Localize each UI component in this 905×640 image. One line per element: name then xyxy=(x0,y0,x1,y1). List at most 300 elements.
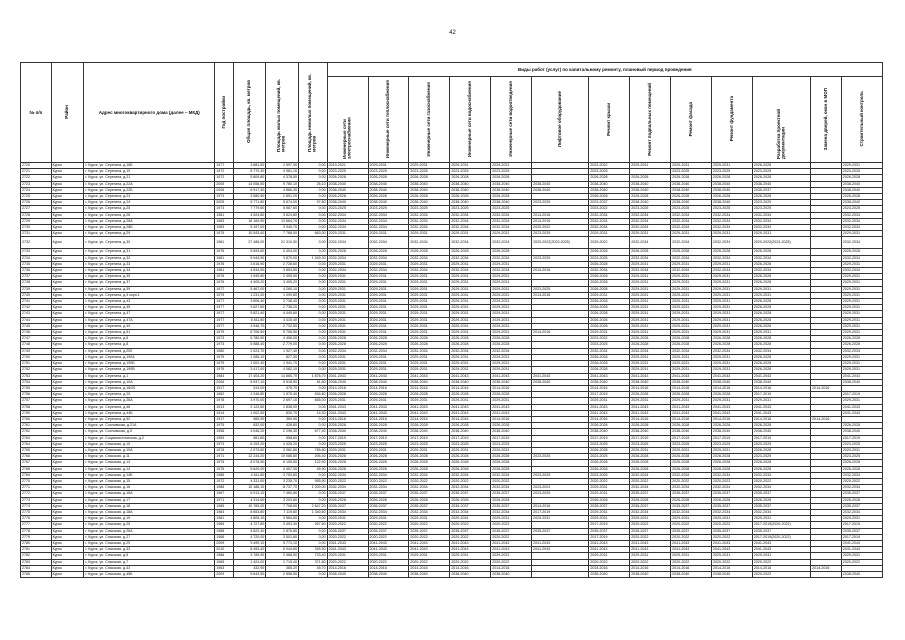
cell-work-period: 2029-2031 xyxy=(630,354,671,360)
col-header-work: Ремонт крыши xyxy=(589,77,630,163)
cell-work-period: 2029-2031 xyxy=(327,354,368,360)
cell-work-period: 2023-2025 xyxy=(409,441,450,447)
cell-total-area: 5 643,50 xyxy=(233,572,266,578)
cell-work-period: 2026-2028 xyxy=(671,249,712,255)
cell-total-area: 14 056,50 xyxy=(233,181,266,187)
cell-work-period: 2029-2031 xyxy=(589,516,630,522)
cell-year: 1972 xyxy=(215,169,233,175)
cell-address: г. Курск, ул. Спасская, д.18А xyxy=(84,509,215,515)
cell-work-period: 2023-2025 xyxy=(671,441,712,447)
col-header-work: Замена дверей, окон в МОП xyxy=(811,77,842,163)
cell-living-area: 2 732,50 xyxy=(266,323,299,329)
cell-work-period: 2023-2025 xyxy=(589,441,630,447)
cell-work-period: 2032-2034 xyxy=(752,485,810,491)
cell-year: 1979 xyxy=(215,367,233,373)
cell-work-period: 2038-2040 xyxy=(450,187,491,193)
cell-work-period: 2041-2043 xyxy=(630,547,671,553)
col-header-work: Ремонт фундамента xyxy=(712,77,753,163)
cell-work-period: 2041-2043 xyxy=(752,410,810,416)
cell-living-area: 2 728,60 xyxy=(266,261,299,267)
cell-total-area: 4 611,80 xyxy=(233,472,266,478)
cell-district: Курск xyxy=(51,373,84,379)
cell-work-period: 2026-2028 xyxy=(841,466,882,472)
cell-work-period: 2029-2031 xyxy=(671,292,712,298)
cell-address: г. Курск, ул. Серегина, д.24 xyxy=(84,200,215,206)
cell-work-period: 2029-2031 xyxy=(327,398,368,404)
cell-work-period: 2014-2016 xyxy=(752,385,810,391)
cell-no: 2727 xyxy=(21,206,52,212)
cell-living-area: 4 449,60 xyxy=(266,311,299,317)
cell-no: 2774 xyxy=(21,503,52,509)
cell-work-period: 2029-2031 xyxy=(712,311,753,317)
cell-total-area: 4 314,60 xyxy=(233,497,266,503)
cell-work-period: 2020-2022 xyxy=(712,522,753,528)
cell-no: 2776 xyxy=(21,516,52,522)
cell-address: г. Курск, ул. Сосновская, д.5 xyxy=(84,429,215,435)
cell-work-period: 2038-2040 xyxy=(450,572,491,578)
cell-year: 1981 xyxy=(215,212,233,218)
cell-work-period: 2032-2034 xyxy=(409,509,450,515)
cell-work-period: 2038-2040 xyxy=(327,200,368,206)
cell-work-period: 2014-2016 xyxy=(532,212,589,218)
cell-work-period: 2038-2040 xyxy=(589,429,630,435)
cell-work-period: 2023-2025 xyxy=(630,206,671,212)
cell-work-period: 2029-2031 xyxy=(712,330,753,336)
cell-nonliving-area: 0,00 xyxy=(299,268,328,274)
cell-address: г. Курск, ул. Серегина, д.29 xyxy=(84,231,215,237)
cell-district: Курск xyxy=(51,292,84,298)
cell-work-period: 2038-2040 xyxy=(409,187,450,193)
cell-work-period: 2020-2022 xyxy=(450,478,491,484)
cell-work-period: 2032-2034 xyxy=(491,225,532,231)
cell-address: г. Курск, ул. Серегина, д.23 xyxy=(84,194,215,200)
cell-year: 1962 xyxy=(215,392,233,398)
cell-living-area: 4 378,50 xyxy=(266,175,299,181)
cell-work-period: 2029-2031 xyxy=(630,311,671,317)
cell-nonliving-area: 785,80 xyxy=(299,447,328,453)
cell-nonliving-area: 0,00 xyxy=(299,367,328,373)
cell-district: Курск xyxy=(51,392,84,398)
cell-work-period: 2029-2031 xyxy=(841,398,882,404)
cell-no: 2723 xyxy=(21,181,52,187)
cell-living-area: 4 260,10 xyxy=(266,286,299,292)
cell-total-area: 10 543,40 xyxy=(233,231,266,237)
cell-living-area: 5 706,50 xyxy=(266,330,299,336)
cell-year: 1973 xyxy=(215,342,233,348)
cell-work-period: 2029-2031 xyxy=(491,163,532,169)
cell-nonliving-area: 0,00 xyxy=(299,385,328,391)
cell-nonliving-area: 0,00 xyxy=(299,261,328,267)
cell-work-period: 2026-2028 xyxy=(589,311,630,317)
cell-work-period: 2023-2022 xyxy=(589,206,630,212)
cell-work-period: 2041-2043 xyxy=(589,547,630,553)
cell-work-period: 2023-2025 xyxy=(491,169,532,175)
cell-work-period: 2026-2028 xyxy=(752,367,810,373)
cell-no: 2725 xyxy=(21,194,52,200)
cell-work-period: 2026-2028 xyxy=(841,336,882,342)
cell-total-area: 16 184,90 xyxy=(233,218,266,224)
cell-work-period: 2029-2031 xyxy=(630,398,671,404)
cell-no: 2740 xyxy=(21,292,52,298)
cell-work-period: 2020-2022 xyxy=(491,534,532,540)
cell-work-period: 2014-2016 xyxy=(589,385,630,391)
cell-work-period xyxy=(811,237,842,249)
capital-repair-table xyxy=(20,62,883,578)
cell-year: 1979 xyxy=(215,361,233,367)
cell-address: г. Курск, ул. Серегина, д.28А xyxy=(84,218,215,224)
cell-work-period: 2026-2028 xyxy=(589,249,630,255)
cell-work-period: 2029-2031 xyxy=(368,292,409,298)
cell-work-period: 2026-2028 xyxy=(630,466,671,472)
cell-living-area: 8 737,70 xyxy=(266,485,299,491)
cell-work-period: 2014-2016 xyxy=(450,416,491,422)
cell-nonliving-area: 0,00 xyxy=(299,472,328,478)
cell-work-period: 2026-2028 xyxy=(671,194,712,200)
cell-no: 2737 xyxy=(21,274,52,280)
cell-work-period: 2029-2031 xyxy=(409,292,450,298)
cell-work-period: 2026-2028 xyxy=(450,460,491,466)
cell-work-period: 2029-2031 xyxy=(368,163,409,169)
cell-work-period: 2032-2034 xyxy=(409,225,450,231)
cell-work-period: 2038-2040 xyxy=(409,379,450,385)
cell-work-period: 2029-2031 xyxy=(589,485,630,491)
cell-work-period: 2029-2031 xyxy=(491,361,532,367)
col-header-year: Год постройки xyxy=(215,63,233,163)
cell-no: 2721 xyxy=(21,169,52,175)
cell-work-period: 2032-2034 xyxy=(752,509,810,515)
cell-work-period: 2023-2025 xyxy=(532,491,589,497)
cell-work-period: 2023-2025 xyxy=(752,169,810,175)
cell-work-period: 2029-2031 xyxy=(409,354,450,360)
cell-work-period: 2029-2031 xyxy=(671,305,712,311)
table-row xyxy=(21,572,883,578)
cell-work-period: 2038-2040 xyxy=(327,429,368,435)
cell-work-period: 2029-2031 xyxy=(491,311,532,317)
cell-work-period: 2026-2028 xyxy=(368,336,409,342)
cell-total-area: 5 620,00 xyxy=(233,466,266,472)
cell-work-period: 2038-2040 xyxy=(368,379,409,385)
cell-work-period: 2029-2031 xyxy=(671,398,712,404)
cell-address: г. Курск, ул. Серегина, д.30 xyxy=(84,237,215,249)
cell-work-period: 2020-2022 xyxy=(368,559,409,565)
cell-work-period: 2032-2034 xyxy=(409,255,450,261)
cell-work-period: 2026-2028 xyxy=(671,466,712,472)
cell-work-period: 2014-2016 xyxy=(327,385,368,391)
cell-work-period: 2041-2043 xyxy=(368,373,409,379)
cell-no: 2760 xyxy=(21,416,52,422)
cell-total-area: 4 805,10 xyxy=(233,516,266,522)
cell-living-area: 369,90 xyxy=(266,416,299,422)
cell-work-period: 2026-2028 xyxy=(409,497,450,503)
cell-total-area: 3 627,60 xyxy=(233,305,266,311)
cell-work-period: 2026-2028 xyxy=(450,194,491,200)
cell-work-period: 2029-2031 xyxy=(409,317,450,323)
cell-work-period: 2032-2034 xyxy=(630,509,671,515)
cell-work-period: 2038-2040 xyxy=(589,572,630,578)
cell-address: г. Курск, ул. Серегина, д.47 xyxy=(84,311,215,317)
cell-district: Курск xyxy=(51,404,84,410)
cell-district: Курск xyxy=(51,354,84,360)
cell-district: Курск xyxy=(51,225,84,231)
cell-total-area: 851,80 xyxy=(233,435,266,441)
cell-living-area: 2 597,30 xyxy=(266,163,299,169)
cell-work-period: 2029-2031 xyxy=(368,516,409,522)
cell-work-period: 2026-2028 xyxy=(409,194,450,200)
cell-district: Курск xyxy=(51,385,84,391)
cell-work-period: 2020-2022 xyxy=(532,225,589,231)
cell-year: 1973 xyxy=(215,336,233,342)
cell-address: г. Курск, ул. Серегина, д.45 xyxy=(84,305,215,311)
cell-work-period: 2038-2040 xyxy=(409,200,450,206)
cell-work-period: 2026-2028 xyxy=(671,454,712,460)
cell-work-period: 2014-2016 xyxy=(368,565,409,571)
cell-nonliving-area: 1 878,70 xyxy=(299,373,328,379)
cell-district: Курск xyxy=(51,305,84,311)
cell-work-period: 2041-2043 xyxy=(752,540,810,546)
cell-work-period: 2026-2028 xyxy=(752,194,810,200)
cell-work-period: 2026-2028 xyxy=(671,497,712,503)
cell-work-period: 2032-2034 xyxy=(752,218,810,224)
cell-work-period: 2032-2034 xyxy=(327,212,368,218)
cell-work-period: 2014-2016 xyxy=(368,385,409,391)
cell-work-period: 2029-2031 xyxy=(409,280,450,286)
cell-work-period: 2035-2037 xyxy=(671,503,712,509)
cell-no: 2765 xyxy=(21,447,52,453)
cell-work-period: 2032-2034 xyxy=(368,212,409,218)
cell-work-period: 2041-2043 xyxy=(491,540,532,546)
cell-nonliving-area: 267,60 xyxy=(299,522,328,528)
cell-nonliving-area: 0,00 xyxy=(299,423,328,429)
cell-work-period: 2035-2037 xyxy=(450,503,491,509)
cell-work-period: 2023-2025 xyxy=(841,169,882,175)
cell-work-period: 2041-2043 xyxy=(327,540,368,546)
cell-work-period: 2038-2040 xyxy=(491,429,532,435)
cell-work-period: 2032-2034 xyxy=(368,472,409,478)
cell-work-period: 2026-2028 xyxy=(841,249,882,255)
cell-address: г. Курск, ул. Спасская, д.18 xyxy=(84,503,215,509)
cell-work-period: 2023-2025 xyxy=(630,441,671,447)
cell-no: 2720 xyxy=(21,163,52,169)
cell-work-period: 2029-2031 xyxy=(450,299,491,305)
cell-work-period: 2023-2025 xyxy=(450,206,491,212)
cell-work-period: 2035-2037 xyxy=(409,503,450,509)
cell-work-period: 2029-2031 xyxy=(589,553,630,559)
cell-work-period: 2026-2028 xyxy=(671,460,712,466)
cell-work-period: 2035-2037 xyxy=(368,528,409,534)
cell-no: 2781 xyxy=(21,547,52,553)
cell-year: 1973 xyxy=(215,206,233,212)
cell-total-area: 1 424,00 xyxy=(233,559,266,565)
cell-no: 2729 xyxy=(21,218,52,224)
cell-address: г. Курск, ул. Спасская, д.26А xyxy=(84,528,215,534)
cell-work-period: 2029-2031 xyxy=(712,292,753,298)
cell-work-period: 2020-2022 xyxy=(630,559,671,565)
cell-work-period: 2017-2019 xyxy=(589,392,630,398)
cell-work-period: 2029-2031 xyxy=(752,286,810,292)
cell-no: 2730 xyxy=(21,225,52,231)
cell-year: 1977 xyxy=(215,317,233,323)
cell-work-period: 2026-2028 xyxy=(671,342,712,348)
cell-work-period: 2032-2034 xyxy=(671,348,712,354)
cell-work-period: 2041-2043 xyxy=(712,404,753,410)
cell-work-period: 2032-2034 xyxy=(841,212,882,218)
cell-living-area: 9 780,10 xyxy=(266,181,299,187)
cell-work-period: 2035-2037 xyxy=(630,528,671,534)
cell-work-period: 2029-2031 xyxy=(409,286,450,292)
cell-work-period: 2029-2031 xyxy=(841,231,882,237)
cell-no: 2738 xyxy=(21,280,52,286)
cell-district: Курск xyxy=(51,348,84,354)
cell-work-period: 2023-2025 xyxy=(450,169,491,175)
cell-living-area: 1 927,40 xyxy=(266,348,299,354)
cell-work-period: 2029-2031 xyxy=(630,367,671,373)
cell-work-period: 2029-2031 xyxy=(491,367,532,373)
cell-work-period: 2032-2034 xyxy=(327,225,368,231)
cell-address: г. Курск, ул. Серегина, д.18/20 xyxy=(84,385,215,391)
cell-work-period: 2014-2016 xyxy=(409,416,450,422)
cell-work-period: 2020-2022 xyxy=(841,478,882,484)
cell-nonliving-area: 1 349,30 xyxy=(299,255,328,261)
cell-work-period: 2020-2022 xyxy=(368,478,409,484)
cell-work-period: 2026-2028 xyxy=(327,466,368,472)
cell-work-period: 2035-2037 xyxy=(368,491,409,497)
cell-work-period: 2026-2028 xyxy=(752,497,810,503)
cell-work-period: 2023-2025 xyxy=(532,286,589,292)
cell-district: Курск xyxy=(51,317,84,323)
cell-work-period: 2035-2037 xyxy=(712,491,753,497)
cell-nonliving-area: 122,90 xyxy=(299,460,328,466)
cell-work-period: 2023-2025 xyxy=(752,454,810,460)
cell-work-period: 2029-2031 xyxy=(630,280,671,286)
cell-work-period: 2026-2028 xyxy=(409,466,450,472)
cell-nonliving-area: 0,00 xyxy=(299,404,328,410)
cell-district: Курск xyxy=(51,454,84,460)
cell-work-period: 2032-2034 xyxy=(409,218,450,224)
cell-work-period: 2029-2031 xyxy=(671,311,712,317)
cell-work-period: 2029-2031 xyxy=(630,274,671,280)
cell-work-period: 2038-2040 xyxy=(589,187,630,193)
cell-work-period: 2038-2040 xyxy=(368,572,409,578)
cell-work-period: 2029-2031 xyxy=(671,317,712,323)
cell-nonliving-area: 0,00 xyxy=(299,212,328,218)
cell-total-area: 6 153,20 xyxy=(233,441,266,447)
cell-work-period: 2035-2037 xyxy=(589,528,630,534)
cell-nonliving-area: 1 200,00 xyxy=(299,485,328,491)
cell-work-period: 2020-2022 xyxy=(409,559,450,565)
cell-work-period: 2038-2040 xyxy=(630,181,671,187)
cell-total-area: 4 622,40 xyxy=(233,528,266,534)
cell-work-period: 2026-2028 xyxy=(630,194,671,200)
cell-district: Курск xyxy=(51,268,84,274)
cell-work-period: 2026-2028 xyxy=(752,305,810,311)
cell-total-area: 27 486,00 xyxy=(233,237,266,249)
cell-work-period: 2038-2040 xyxy=(712,181,753,187)
cell-work-period: 2019-2021 xyxy=(327,163,368,169)
cell-work-period: 2026-2028 xyxy=(327,342,368,348)
cell-work-period: 2041-2043 xyxy=(409,373,450,379)
cell-district: Курск xyxy=(51,429,84,435)
cell-no: 2749 xyxy=(21,348,52,354)
cell-work-period: 2026-2028 xyxy=(491,392,532,398)
cell-work-period: 2032-2034 xyxy=(671,268,712,274)
cell-work-period: 2038-2040 xyxy=(532,181,589,187)
cell-work-period: 2023-2025 xyxy=(532,255,589,261)
cell-work-period: 2035-2037 xyxy=(752,528,810,534)
cell-total-area: 5 821,40 xyxy=(233,311,266,317)
cell-total-area: 3 970,00 xyxy=(233,398,266,404)
cell-work-period: 2041-2043 xyxy=(752,404,810,410)
cell-work-period: 2032-2034 xyxy=(841,237,882,249)
cell-address: г. Курск, ул. Спасская, д.11 xyxy=(84,454,215,460)
cell-work-period: 2032-2034 xyxy=(712,255,753,261)
cell-work-period: 2020-2022 xyxy=(368,522,409,528)
cell-address: г. Курск, ул. Серегина, д.31 xyxy=(84,249,215,255)
cell-work-period: 2017-2019 xyxy=(712,435,753,441)
cell-work-period: 2026-2028 xyxy=(841,175,882,181)
cell-work-period: 2026-2028 xyxy=(589,423,630,429)
cell-year: 1975 xyxy=(215,466,233,472)
cell-no: 2762 xyxy=(21,429,52,435)
cell-work-period: 2029-2031 xyxy=(491,553,532,559)
cell-work-period: 2032-2034 xyxy=(327,485,368,491)
cell-work-period: 2032-2034 xyxy=(630,225,671,231)
cell-work-period: 2026-2028 xyxy=(368,175,409,181)
cell-address: г. Курск, ул. Серегина, д.52 xyxy=(84,416,215,422)
cell-nonliving-area: 0,00 xyxy=(299,361,328,367)
cell-no: 2728 xyxy=(21,212,52,218)
cell-year: 1977 xyxy=(215,323,233,329)
cell-work-period: 2032-2034 xyxy=(491,212,532,218)
cell-no: 2761 xyxy=(21,423,52,429)
cell-work-period: 2041-2043 xyxy=(368,410,409,416)
cell-living-area: 7 119,60 xyxy=(266,509,299,515)
cell-district: Курск xyxy=(51,547,84,553)
cell-living-area: 4 457,30 xyxy=(266,466,299,472)
cell-work-period: 2029-2031 xyxy=(712,367,753,373)
cell-work-period: 2029-2031 xyxy=(409,305,450,311)
cell-work-period: 2041-2043 xyxy=(450,540,491,546)
cell-nonliving-area: 0,00 xyxy=(299,311,328,317)
cell-work-period: 2029-2031 xyxy=(712,447,753,453)
cell-work-period: 2029-2031 xyxy=(409,163,450,169)
cell-work-period: 2026-2028 xyxy=(450,423,491,429)
cell-work-period: 2038-2040 xyxy=(409,429,450,435)
cell-work-period: 2032-2034 xyxy=(630,472,671,478)
cell-year: 1972 xyxy=(215,478,233,484)
cell-nonliving-area: 0,00 xyxy=(299,572,328,578)
cell-district: Курск xyxy=(51,466,84,472)
cell-work-period: 2032-2034 xyxy=(589,218,630,224)
cell-work-period: 2029-2031 xyxy=(589,398,630,404)
cell-work-period: 2032-2034 xyxy=(752,212,810,218)
cell-work-period: 2035-2037 xyxy=(327,503,368,509)
cell-work-period: 2026-2028 xyxy=(712,194,753,200)
cell-work-period: 2041-2043 xyxy=(450,373,491,379)
cell-work-period: 2023-2025 xyxy=(712,206,753,212)
cell-work-period: 2029-2031 xyxy=(712,553,753,559)
cell-work-period: 2026-2028 xyxy=(450,342,491,348)
cell-work-period: 2029-2031 xyxy=(671,261,712,267)
cell-work-period: 2026-2028 xyxy=(630,175,671,181)
cell-work-period: 2029-2031 xyxy=(752,231,810,237)
cell-work-period: 2017-2019 xyxy=(841,534,882,540)
cell-work-period: 2029-2031 xyxy=(712,286,753,292)
cell-work-period: 2026-2028 xyxy=(712,336,753,342)
cell-total-area: 4 720,00 xyxy=(233,534,266,540)
cell-nonliving-area: 371,80 xyxy=(299,559,328,565)
cell-work-period: 2035-2037 xyxy=(589,503,630,509)
cell-work-period: 2023-2025 xyxy=(409,169,450,175)
